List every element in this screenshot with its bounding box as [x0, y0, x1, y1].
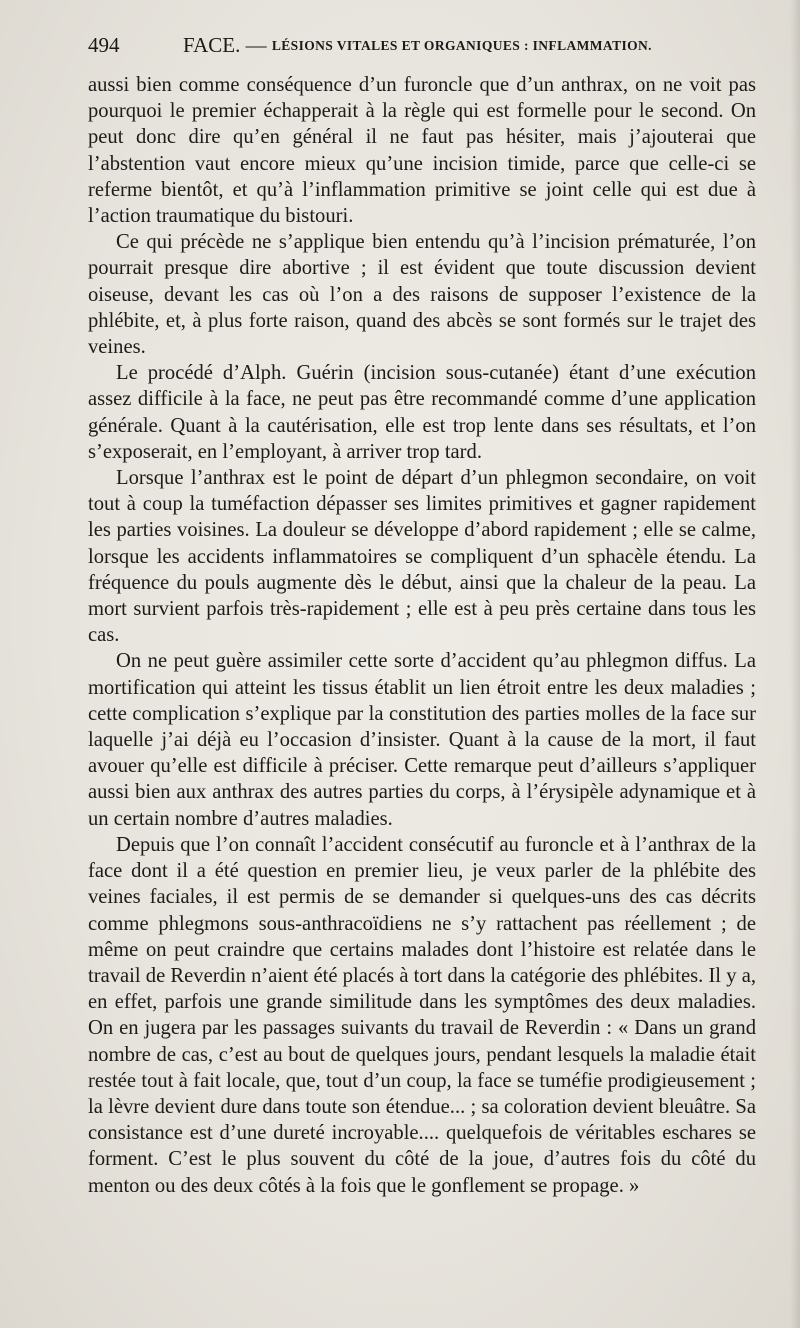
running-header: [88, 33, 760, 65]
running-subtitle: LÉSIONS VITALES ET ORGANIQUES : INFLAMMATION.: [271, 38, 652, 53]
paragraph: Ce qui précède ne s’applique bien entendu qu’à l’incision prématurée, l’on pourrait presque dire abortive ; il est évident que toute discussion devient oiseuse, devant les cas où l’on a des raisons de supposer l’existence de la phlébite, et, à plus forte raison, quand des abcès se sont formés sur le trajet des veines.: [88, 231, 756, 359]
paragraph: Le procédé d’Alph. Guérin (incision sous-cutanée) étant d’une exécution assez difficile à la face, ne peut pas être recommandé comme d’une application générale. Quant à la cautérisation, elle est trop lente dans ses résultats, et l’on s’exposerait, en l’employant, à arriver trop tard.: [88, 362, 756, 463]
running-title: [183, 33, 652, 58]
paragraph: On ne peut guère assimiler cette sorte d’accident qu’au phlegmon diffus. La mortification qui atteint les tissus établit un lien étroit entre les deux maladies ; cette complication s’explique par la constitution des parties molles de la face sur laquelle j’ai déjà eu l’occasion d’insister. Quant à la cause de la mort, il faut avouer qu’elle est difficile à préciser. Cette remarque peut d’ailleurs s’appliquer aussi bien aux anthrax des autres parties du corps, à l’érysipèle adynamique et à un certain nombre d’autres maladies.: [88, 650, 756, 830]
paragraph: Lorsque l’anthrax est le point de départ d’un phlegmon secondaire, on voit tout à coup la tuméfaction dépasser ses limites primitives et gagner rapidement les parties voisines. La douleur se développe d’abord rapidement ; elle se calme, lorsque les accidents inflammatoires se compliquent d’un sphacèle étendu. La fréquence du pouls augmente dès le début, ainsi que la chaleur de la peau. La mort survient parfois très-rapidement ; elle est à peu près certaine dans tous les cas.: [88, 467, 756, 647]
title-separator: —: [245, 33, 267, 57]
paragraph: Depuis que l’on connaît l’accident consécutif au furoncle et à l’anthrax de la face dont il a été question en premier lieu, je veux parler de la phlébite des veines faciales, il est permis de se demander si quelques-uns des cas décrits comme phlegmons sous-anthracoïdiens ne s’y rattachent pas réellement ; de même on peut craindre que certains malades dont l’histoire est relatée dans le travail de Reverdin n’aient été placés à tort dans la catégorie des phlébites. Il y a, en effet, parfois une grande similitude dans les symptômes des deux maladies. On en jugera par les passages suivants du travail de Reverdin : « Dans un grand nombre de cas, c’est au bout de quelques jours, pendant lesquels la maladie était restée tout à fait locale, que, tout d’un coup, la face se tuméfie prodigieusement ; la lèvre devient dure dans toute son étendue... ; sa coloration devient bleuâtre. Sa consistance est d’une dureté incroyable.... quelquefois de véritables eschares se forment. C’est le plus souvent du côté de la joue, d’autres fois du côté du menton ou des deux côtés à la fois que le gonflement se propage. »: [88, 833, 756, 1197]
paragraph-continued: aussi bien comme conséquence d’un furoncle que d’un anthrax, on ne voit pas pourquoi le premier échapperait à la règle qui est formelle pour le second. On peut donc dire qu’en général il ne faut pas hésiter, mais j’ajouterai que l’abstention vaut encore mieux qu’une incision timide, parce que celle-ci se referme bientôt, et qu’à l’inflammation primitive se joint celle qui est due à l’action traumatique du bistouri.: [88, 74, 756, 228]
body-text: [88, 72, 756, 1199]
page-number: 494: [88, 33, 120, 57]
page-edge-shadow: [790, 0, 800, 1328]
section-title: FACE.: [183, 33, 241, 57]
